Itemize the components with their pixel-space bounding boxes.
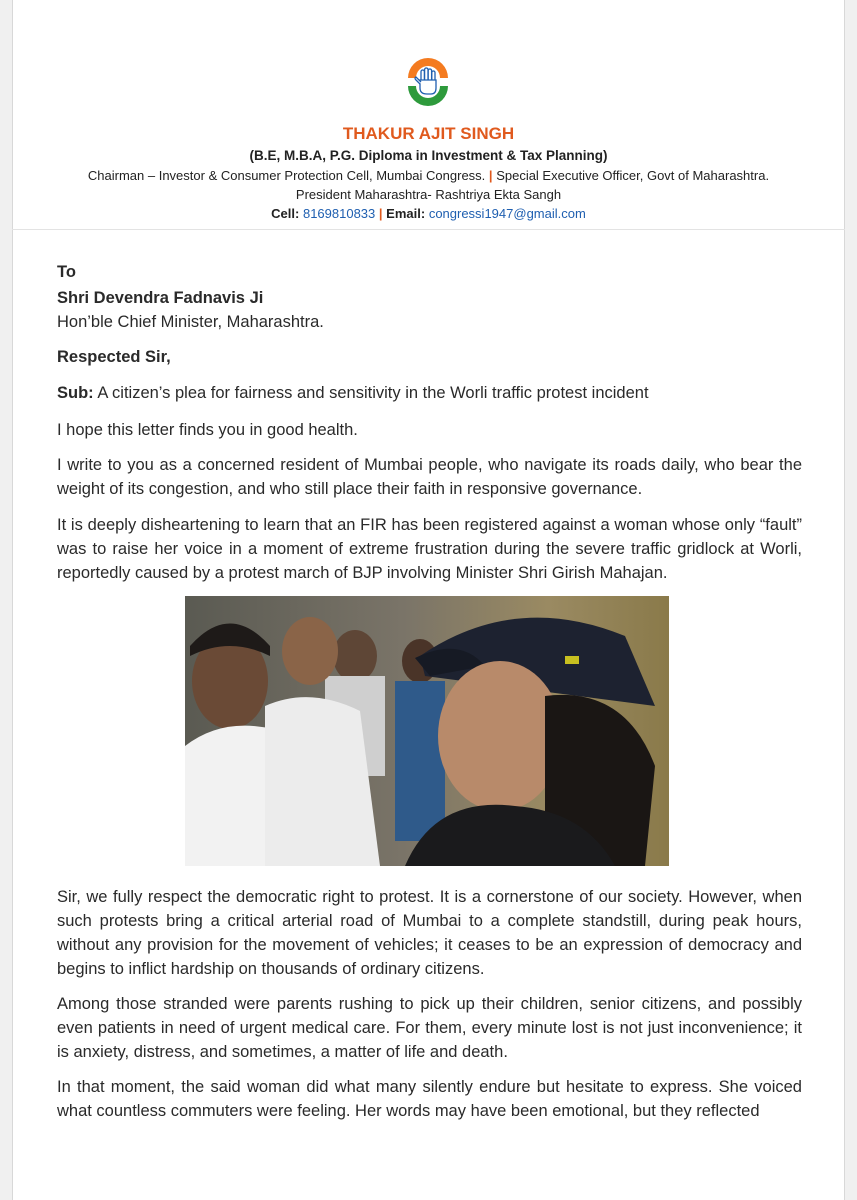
paragraph-greeting: I hope this letter finds you in good health. — [57, 421, 358, 439]
email-label: Email: — [386, 206, 426, 221]
letterhead-president: President Maharashtra- Rashtriya Ekta Sangh — [295, 187, 562, 202]
paragraph-stranded: Among those stranded were parents rushing to pick up their children, senior citizens, and possibly even patients in need of urgent medical care. For them, every minute lost is not just inconvenience; it is anxiety, distress, and sometimes, a matter of life and death. — [57, 995, 802, 1061]
subject-line — [57, 381, 802, 405]
cell-label: Cell: — [271, 206, 300, 221]
congress-hand-logo-icon — [404, 58, 452, 106]
paragraph-protest: Sir, we fully respect the democratic right to protest. It is a cornerstone of our society. However, when such protests bring a critical arterial road of Mumbai to a complete standstill, during peak hours, without any provision for the movement of vehicles; it ceases to be an expression of democracy and begins to inflict hardship on thousands of ordinary citizens. — [57, 888, 802, 978]
letter-to: To — [57, 263, 76, 281]
letterhead-qualifications: (B.E, M.B.A, P.G. Diploma in Investment & Tax Planning) — [249, 148, 608, 163]
recipient-name: Shri Devendra Fadnavis Ji — [57, 289, 264, 307]
paragraph-fir: It is deeply disheartening to learn that an FIR has been registered against a woman whose only “fault” was to raise her voice in a moment of extreme frustration during the severe traffic gridlock at Worli, reportedly caused by a protest march of BJP involving Minister Shri Girish Mahajan. — [57, 516, 802, 582]
news-photo — [185, 596, 669, 866]
letterhead-name: THAKUR AJIT SINGH — [342, 124, 515, 143]
salutation: Respected Sir, — [57, 348, 171, 366]
letterhead-roles — [0, 168, 857, 183]
contact-separator: | — [378, 206, 383, 221]
cell-number: 8169810833 — [302, 206, 376, 221]
recipient-title: Hon’ble Chief Minister, Maharashtra. — [57, 313, 324, 331]
paragraph-woman: In that moment, the said woman did what many silently endure but hesitate to express. She voiced what countless commuters were feeling. Her words may have been emotional, but they reflected — [57, 1078, 802, 1120]
paragraph-intro: I write to you as a concerned resident of Mumbai people, who navigate its roads daily, who bear the weight of its congestion, and who still place their faith in responsive governance. — [57, 456, 802, 498]
letterhead-contact — [0, 206, 857, 221]
subject-text: A citizen’s plea for fairness and sensitivity in the Worli traffic protest incident — [93, 384, 649, 402]
subject-label: Sub: — [57, 384, 94, 402]
letterhead-divider — [12, 229, 845, 230]
email-address: congressi1947@gmail.com — [428, 206, 586, 221]
role-separator: | — [488, 168, 493, 183]
news-photo-illustration — [185, 596, 669, 866]
role-chairman: Chairman – Investor & Consumer Protection Cell, Mumbai Congress. — [87, 168, 486, 183]
role-special-officer: Special Executive Officer, Govt of Maharashtra. — [496, 168, 770, 183]
